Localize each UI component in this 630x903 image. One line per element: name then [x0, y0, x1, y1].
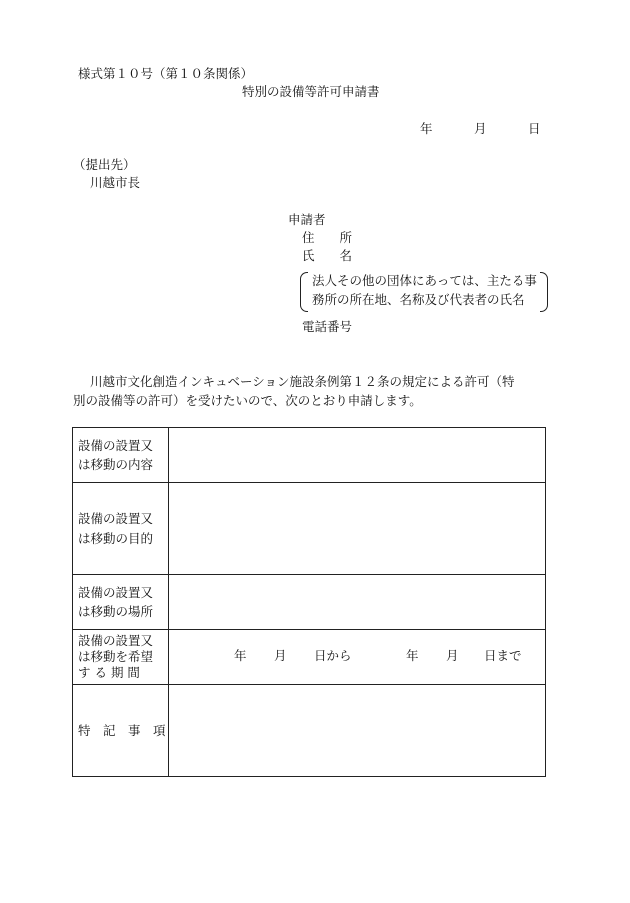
- body-line1: 川越市文化創造インキュベーション施設条例第１２条の規定による許可（特: [90, 374, 515, 389]
- from-day-label: 日から: [314, 648, 352, 663]
- label-line: す る 期 間: [78, 665, 140, 681]
- left-bracket: [300, 272, 308, 312]
- purpose-field[interactable]: [169, 483, 546, 575]
- from-month-label: 月: [274, 648, 287, 663]
- body-line2: 別の設備等の許可）を受けたいので、次のとおり申請します。: [73, 393, 422, 408]
- date-year-label: 年: [420, 121, 433, 136]
- applicant-heading: 申請者: [288, 212, 326, 227]
- date-month-label: 月: [474, 121, 487, 136]
- row-label-remarks: [73, 685, 169, 777]
- content-field[interactable]: [169, 428, 546, 483]
- applicant-note-line2: 務所の所在地、名称及び代表者の氏名: [312, 292, 525, 307]
- document-title: 特別の設備等許可申請書: [242, 84, 380, 99]
- addressee-label: （提出先）: [73, 157, 136, 172]
- applicant-note-line1: 法人その他の団体にあっては、主たる事: [312, 273, 537, 288]
- applicant-address-label: 住 所: [302, 230, 353, 245]
- period-values: [174, 648, 545, 666]
- table-row: [73, 483, 546, 575]
- application-table: [72, 427, 546, 777]
- row-label-purpose: [73, 483, 169, 575]
- label-line: 設備の設置又: [78, 511, 154, 527]
- to-month-label: 月: [446, 648, 459, 663]
- label-line: 設備の設置又: [78, 584, 154, 600]
- table-row: [73, 575, 546, 630]
- label-line: 設備の設置又: [78, 437, 154, 453]
- date-line: [0, 121, 630, 139]
- right-bracket: [540, 272, 548, 312]
- row-label-content: [73, 428, 169, 483]
- applicant-name-label: 氏 名: [302, 248, 353, 263]
- label-line: は移動を希望: [78, 648, 154, 664]
- row-label-location: [73, 575, 169, 630]
- period-field[interactable]: [169, 630, 546, 685]
- label-line: 設備の設置又: [78, 632, 154, 648]
- to-day-label: 日まで: [484, 648, 522, 663]
- label-line: は移動の内容: [78, 457, 154, 472]
- label-line: 特 記 事 項: [78, 722, 166, 738]
- label-line: は移動の目的: [78, 530, 154, 546]
- addressee-name: 川越市長: [90, 175, 141, 190]
- from-year-label: 年: [234, 648, 247, 663]
- label-line: は移動の場所: [78, 604, 154, 619]
- applicant-phone-label: 電話番号: [302, 319, 353, 334]
- form-number: 様式第１０号（第１０条関係）: [78, 66, 254, 81]
- row-label-period: [73, 630, 169, 685]
- table-row: [73, 428, 546, 483]
- remarks-field[interactable]: [169, 685, 546, 777]
- date-day-label: 日: [528, 121, 541, 136]
- location-field[interactable]: [169, 575, 546, 630]
- to-year-label: 年: [406, 648, 419, 663]
- table-row: [73, 630, 546, 685]
- table-row: [73, 685, 546, 777]
